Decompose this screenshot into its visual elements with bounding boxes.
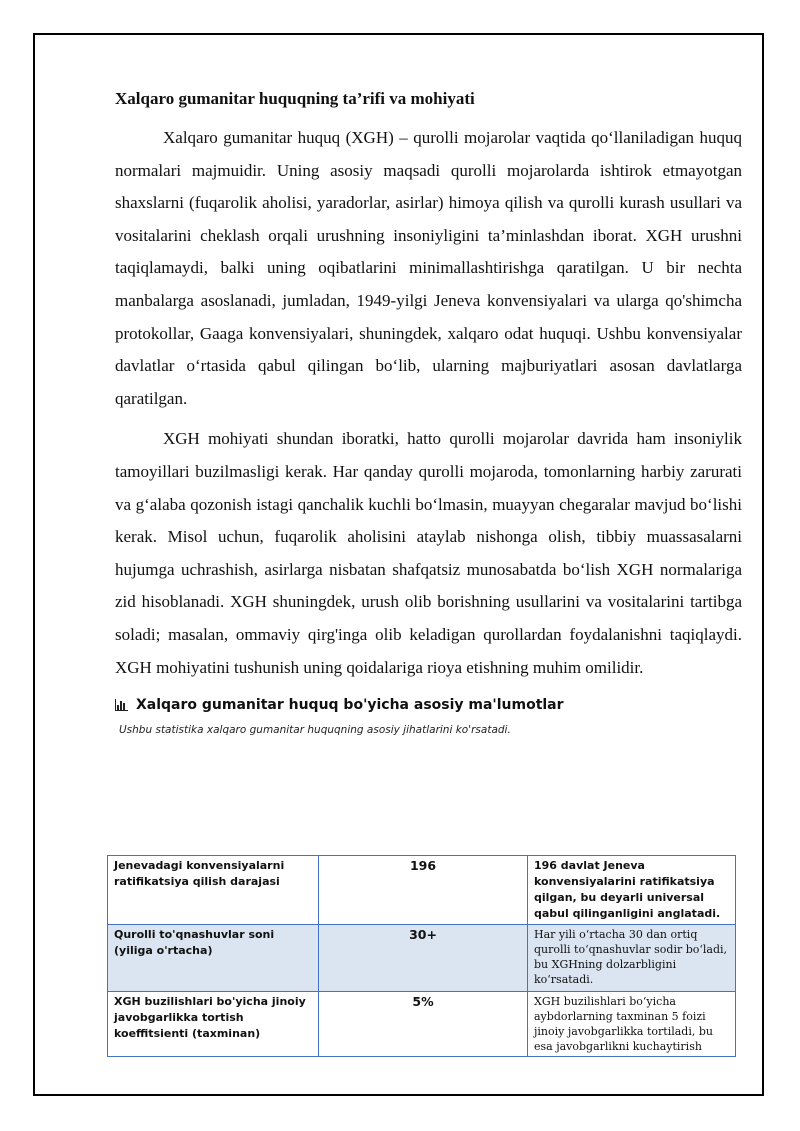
row-label: Qurolli to'qnashuvlar soni (yiliga o'rtacha) xyxy=(108,925,319,992)
row-value: 5% xyxy=(319,992,528,1057)
table-row xyxy=(108,925,736,992)
table-row xyxy=(108,856,736,925)
row-note: Har yili o‘rtacha 30 dan ortiq qurolli to‘qnashuvlar sodir bo‘ladi, bu XGHning dolzarbligini ko‘rsatadi. xyxy=(528,925,736,992)
document-body xyxy=(115,86,742,738)
stats-caption: Ushbu statistika xalqaro gumanitar huquqning asosiy jihatlarini ko'rsatadi. xyxy=(119,724,511,737)
stats-table xyxy=(107,855,736,1057)
paragraph-essence: XGH mohiyati shundan iboratki, hatto qurolli mojarolar davrida ham insoniylik tamoyillari buzilmasligi kerak. Har qanday qurolli mojaroda, tomonlarning harbiy zarurati va g‘alaba qozonish istagi qanchalik kuchli bo‘lmasin, muayyan chegaralar mavjud bo‘lishi kerak. Misol uchun, fuqarolik aholisini ataylab nishonga olish, tibbiy muassasalarni hujumga uchrashish, asirlarga nisbatan shafqatsiz munosabatda bo‘lish XGH normalariga zid hisoblanadi. XGH shuningdek, urush olib borishning usullarini va vositalarini tartibga soladi; masalan, ommaviy qirg'inga olib keladigan qurollardan foydalanishni taqiqlaydi. XGH mohiyatini tushunish uning qoidalariga rioya etishning muhim omilidir. xyxy=(115,429,742,677)
row-note: XGH buzilishlari bo‘yicha aybdorlarning taxminan 5 foizi jinoiy javobgarlikka tortiladi, bu esa javobgarlikni kuchaytirish xyxy=(528,992,736,1057)
row-value: 30+ xyxy=(319,925,528,992)
stats-section-heading xyxy=(115,694,742,716)
stats-section-title: Xalqaro gumanitar huquq bo'yicha asosiy ma'lumotlar xyxy=(136,697,564,714)
row-label: Jenevadagi konvensiyalarni ratifikatsiya qilish darajasi xyxy=(108,856,319,925)
row-note: 196 davlat Jeneva konvensiyalarini ratifikatsiya qilgan, bu deyarli universal qabul qilinganligini anglatadi. xyxy=(528,856,736,925)
row-value: 196 xyxy=(319,856,528,925)
table-row xyxy=(108,992,736,1057)
bar-chart-icon xyxy=(115,699,128,711)
paragraph-definition: Xalqaro gumanitar huquq (XGH) – qurolli mojarolar vaqtida qo‘llaniladigan huquq normalari majmuidir. Uning asosiy maqsadi qurolli mojarolarda ishtirok etmayotgan shaxslarni (fuqarolik aholisi, yaradorlar, asirlar) himoya qilish va qurolli kurash usullari va vositalarini cheklash orqali urushning insoniyligini ta’minlashdan iborat. XGH urushni taqiqlamaydi, balki uning oqibatlarini minimallashtirishga qaratilgan. U bir nechta manbalarga asoslanadi, jumladan, 1949-yilgi Jeneva konvensiyalari va ularga qo'shimcha protokollar, Gaaga konvensiyalari, shuningdek, xalqaro odat huquqi. Ushbu konvensiyalar davlatlar o‘rtasida qabul qilingan bo‘lib, ularning majburiyatlari asosan davlatlarga qaratilgan. xyxy=(115,128,742,408)
document-title: Xalqaro gumanitar huquqning ta’rifi va mohiyati xyxy=(115,89,475,108)
row-label: XGH buzilishlari bo'yicha jinoiy javobgarlikka tortish koeffitsienti (taxminan) xyxy=(108,992,319,1057)
